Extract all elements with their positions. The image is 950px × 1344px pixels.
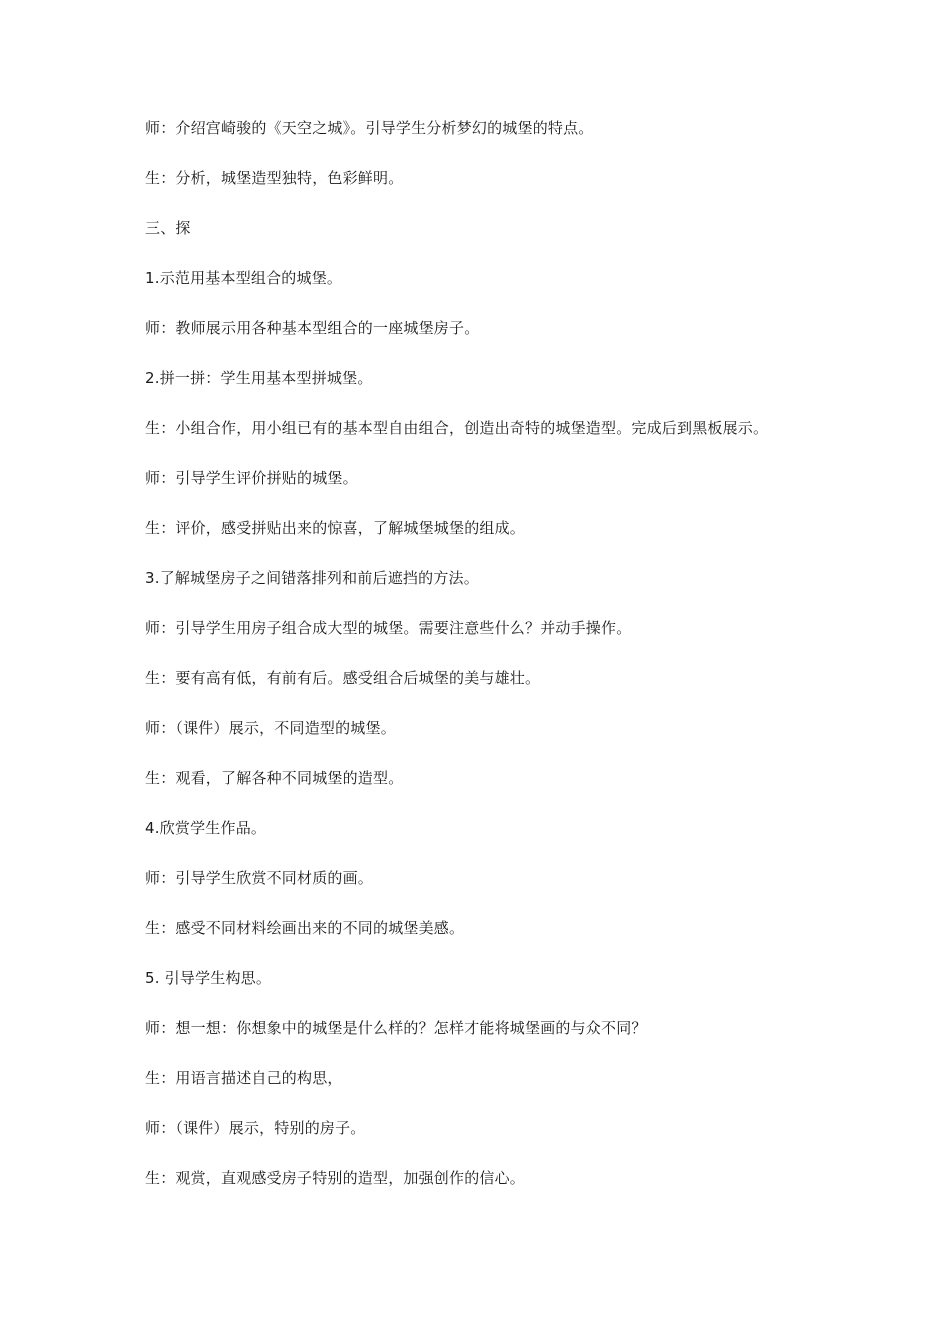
paragraph: 师：想一想：你想象中的城堡是什么样的？怎样才能将城堡画的与众不同？	[145, 1019, 647, 1037]
paragraph: 生：小组合作，用小组已有的基本型自由组合，创造出奇特的城堡造型。完成后到黑板展示。	[145, 419, 769, 437]
paragraph: 生：观赏，直观感受房子特别的造型，加强创作的信心。	[145, 1169, 526, 1187]
paragraph: 师：（课件）展示，特别的房子。	[145, 1119, 366, 1137]
paragraph: 生：分析，城堡造型独特，色彩鲜明。	[145, 169, 404, 187]
paragraph: 师：引导学生欣赏不同材质的画。	[145, 869, 374, 887]
paragraph: 师：引导学生评价拼贴的城堡。	[145, 469, 358, 487]
paragraph: 生：评价，感受拼贴出来的惊喜，了解城堡城堡的组成。	[145, 519, 526, 537]
step-heading: 1.示范用基本型组合的城堡。	[145, 269, 343, 287]
paragraph: 生：感受不同材料绘画出来的不同的城堡美感。	[145, 919, 465, 937]
paragraph: 师：引导学生用房子组合成大型的城堡。需要注意些什么？并动手操作。	[145, 619, 632, 637]
step-heading: 3.了解城堡房子之间错落排列和前后遮挡的方法。	[145, 569, 479, 587]
step-heading: 2.拼一拼：学生用基本型拼城堡。	[145, 369, 373, 387]
document-body	[145, 116, 815, 1216]
paragraph: 生：观看，了解各种不同城堡的造型。	[145, 769, 404, 787]
step-heading: 4.欣赏学生作品。	[145, 819, 267, 837]
paragraph: 生：用语言描述自己的构思，	[145, 1069, 343, 1087]
paragraph: 生：要有高有低，有前有后。感受组合后城堡的美与雄壮。	[145, 669, 541, 687]
paragraph: 师：（课件）展示，不同造型的城堡。	[145, 719, 396, 737]
step-heading: 5. 引导学生构思。	[145, 969, 272, 987]
section-heading: 三、探	[145, 219, 191, 237]
paragraph: 师：教师展示用各种基本型组合的一座城堡房子。	[145, 319, 480, 337]
paragraph: 师：介绍宫崎骏的《天空之城》。引导学生分析梦幻的城堡的特点。	[145, 119, 594, 137]
